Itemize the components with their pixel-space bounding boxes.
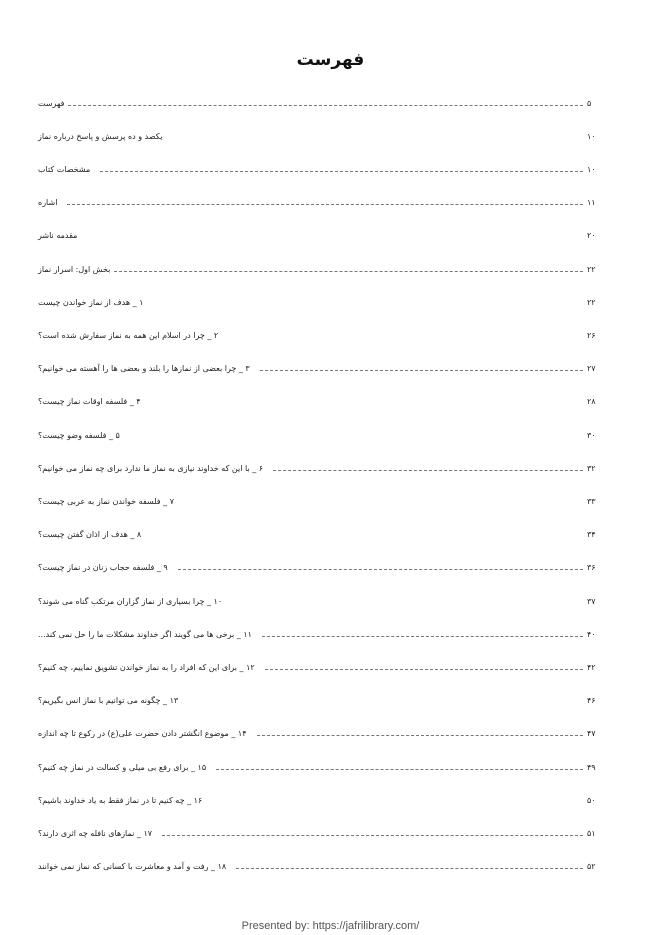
toc-entry[interactable] bbox=[38, 625, 603, 643]
toc-page-number: ۲۲ bbox=[587, 297, 596, 307]
toc-leader-dots bbox=[100, 171, 583, 172]
toc-page-number: ۳۶ bbox=[587, 563, 596, 573]
toc-page-number: ۴۲ bbox=[587, 662, 596, 672]
toc-leader-dots bbox=[68, 105, 583, 106]
toc-page-number: ۳۲ bbox=[587, 463, 596, 473]
toc-entry-title[interactable]: یکصد و ده پرسش و پاسخ درباره نماز bbox=[38, 131, 163, 141]
toc-entry-title[interactable]: ۱۱ _ برخی ها می گویند اگر خداوند مشکلات ما را حل نمی کند... bbox=[38, 629, 252, 639]
toc-entry-title[interactable]: ۳ _ چرا بعضی از نمازها را بلند و بعضی ها را آهسته می خوانیم؟ bbox=[38, 364, 250, 374]
toc-entry-title[interactable]: ۱۵ _ برای رفع بی میلی و کسالت در نماز چه کنیم؟ bbox=[38, 762, 207, 772]
toc-page-number: ۳۰ bbox=[587, 430, 596, 440]
toc-entry[interactable] bbox=[38, 725, 603, 743]
toc-entry[interactable] bbox=[38, 692, 603, 710]
toc-page-number: ۵ bbox=[587, 98, 592, 108]
toc-entry-title[interactable]: ۱۶ _ چه کنیم تا در نماز فقط به یاد خداوند باشیم؟ bbox=[38, 795, 203, 805]
toc-entry[interactable] bbox=[38, 194, 603, 212]
toc-entry[interactable] bbox=[38, 459, 603, 477]
toc-entry-title[interactable]: ۵ _ فلسفه وضو چیست؟ bbox=[38, 430, 120, 440]
toc-leader-dots bbox=[260, 370, 583, 371]
toc-page-number: ۳۴ bbox=[587, 530, 596, 540]
toc-entry[interactable] bbox=[38, 492, 603, 510]
toc-entry-title[interactable]: ۱۲ _ برای این که افراد را به نماز خواندن تشویق نماییم، چه کنیم؟ bbox=[38, 662, 255, 672]
toc-leader-dots bbox=[262, 636, 583, 637]
toc-entry[interactable] bbox=[38, 858, 603, 876]
toc-page-number: ۴۰ bbox=[587, 629, 596, 639]
toc-entry-title[interactable]: ۱۴ _ موضوع انگشتر دادن حضرت علی(ع) در رکوع تا چه اندازه bbox=[38, 729, 247, 739]
toc-page-number: ۴۷ bbox=[587, 729, 596, 739]
toc-leader-dots bbox=[67, 204, 583, 205]
toc-page-number: ۲۰ bbox=[587, 231, 596, 241]
toc-entry[interactable] bbox=[38, 791, 603, 809]
toc-entry-title[interactable]: ۱۸ _ رفت و آمد و معاشرت با کسانی که نماز نمی خوانند bbox=[38, 862, 227, 872]
toc-page-number: ۵۲ bbox=[587, 862, 596, 872]
toc-entry[interactable] bbox=[38, 293, 603, 311]
toc-leader-dots bbox=[114, 271, 583, 272]
toc-page-number: ۱۰ bbox=[587, 131, 596, 141]
toc-entry[interactable] bbox=[38, 426, 603, 444]
toc-page-number: ۲۶ bbox=[587, 330, 596, 340]
toc-page-number: ۳۷ bbox=[587, 596, 596, 606]
toc-entry-title[interactable]: ۸ _ هدف از اذان گفتن چیست؟ bbox=[38, 530, 142, 540]
toc-page-number: ۵۰ bbox=[587, 795, 596, 805]
toc-entry[interactable] bbox=[38, 227, 603, 245]
toc-page-number: ۱۱ bbox=[587, 198, 596, 208]
toc-entry[interactable] bbox=[38, 758, 603, 776]
toc-entry[interactable] bbox=[38, 526, 603, 544]
toc-entry-title[interactable]: ۲ _ چرا در اسلام این همه به نماز سفارش شده است؟ bbox=[38, 330, 219, 340]
toc-leader-dots bbox=[265, 669, 583, 670]
toc-leader-dots bbox=[273, 470, 583, 471]
toc-entry[interactable] bbox=[38, 160, 603, 178]
toc-entry[interactable] bbox=[38, 260, 603, 278]
toc-entry[interactable] bbox=[38, 592, 603, 610]
toc-page-number: ۲۲ bbox=[587, 264, 596, 274]
toc-entry-title[interactable]: ۴ _ فلسفه اوقات نماز چیست؟ bbox=[38, 397, 141, 407]
toc-leader-dots bbox=[216, 769, 583, 770]
toc-page-number: ۱۰ bbox=[587, 164, 596, 174]
toc-entry-title[interactable]: ۷ _ فلسفه خواندن نماز به عربی چیست؟ bbox=[38, 496, 174, 506]
toc-entry-title[interactable]: ۱۷ _ نمازهای نافله چه اثری دارند؟ bbox=[38, 828, 153, 838]
toc-entry[interactable] bbox=[38, 824, 603, 842]
toc-page-number: ۲۸ bbox=[587, 397, 596, 407]
toc-leader-dots bbox=[178, 569, 583, 570]
footer-credit: Presented by: https://jafrilibrary.com/ bbox=[241, 920, 420, 932]
toc-page-number: ۳۳ bbox=[587, 496, 596, 506]
toc-entry-title[interactable]: ۱ _ هدف از نماز خواندن چیست bbox=[38, 297, 144, 307]
toc-entry[interactable] bbox=[38, 393, 603, 411]
toc-entry-title[interactable]: ۹ _ فلسفه حجاب زنان در نماز چیست؟ bbox=[38, 563, 168, 573]
toc-page-number: ۵۱ bbox=[587, 828, 596, 838]
toc-entry[interactable] bbox=[38, 127, 603, 145]
toc-entry-title[interactable]: ۱۳ _ چگونه می توانیم با نماز انس بگیریم؟ bbox=[38, 696, 179, 706]
page-title: فهرست bbox=[296, 50, 365, 70]
toc-entry-title[interactable]: فهرست bbox=[38, 98, 65, 108]
toc-page-number: ۴۶ bbox=[587, 696, 596, 706]
toc-entry[interactable] bbox=[38, 360, 603, 378]
toc-entry-title[interactable]: ۶ _ با این که خداوند نیازی به نماز ما ندارد برای چه نماز می خوانیم؟ bbox=[38, 463, 264, 473]
toc-entry-title[interactable]: ۱۰ _ چرا بسیاری از نماز گزاران مرتکب گناه می شوند؟ bbox=[38, 596, 223, 606]
toc-entry-title[interactable]: بخش اول: اسرار نماز bbox=[38, 264, 111, 274]
toc-entry[interactable] bbox=[38, 559, 603, 577]
toc-page-number: ۴۹ bbox=[587, 762, 596, 772]
toc-entry-title[interactable]: اشاره bbox=[38, 198, 58, 208]
toc-entry-title[interactable]: مشخصات کتاب bbox=[38, 164, 91, 174]
toc-entry-title[interactable]: مقدمه ناشر bbox=[38, 231, 78, 241]
toc-entry[interactable] bbox=[38, 658, 603, 676]
toc-leader-dots bbox=[257, 735, 584, 736]
toc-entry[interactable] bbox=[38, 326, 603, 344]
toc-page-number: ۲۷ bbox=[587, 364, 596, 374]
toc-leader-dots bbox=[236, 868, 583, 869]
toc-entry[interactable] bbox=[38, 94, 603, 112]
toc-leader-dots bbox=[162, 835, 583, 836]
